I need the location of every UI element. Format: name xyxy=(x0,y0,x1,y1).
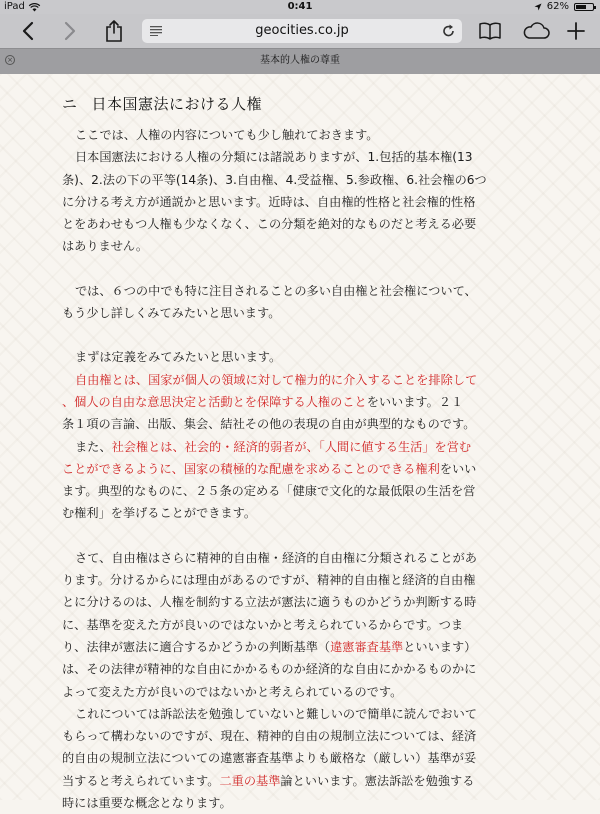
paragraph-line: は、その法律が精神的な自由にかかるものか経済的な自由にかかるものかに xyxy=(62,662,477,677)
article-heading xyxy=(62,93,262,114)
text-span: また、 xyxy=(75,439,112,454)
cloud-icon xyxy=(522,22,550,40)
url-text[interactable]: geocities.co.jp xyxy=(255,23,349,38)
text-span: 論といいます。憲法訴訟を勉強する xyxy=(280,773,475,788)
share-icon xyxy=(105,19,123,43)
browser-toolbar xyxy=(0,14,600,48)
heading-number: ニ xyxy=(62,95,78,113)
paragraph-line xyxy=(62,458,542,480)
paragraph-line xyxy=(62,770,542,792)
tab-bar xyxy=(0,48,600,74)
paragraph-line: ます。典型的なものに、２５条の定める「健康で文化的な最低限の生活を営 xyxy=(62,484,476,499)
text-span: といいます） xyxy=(403,639,477,654)
paragraph-line: に分ける考え方が通説かと思います。近時は、自由権的性格と社会権的性格 xyxy=(62,194,476,209)
paragraph-line: これについては訴訟法を勉強していないと難しいので簡単に読んでおいて xyxy=(75,706,477,721)
paragraph-line: はありません。 xyxy=(62,239,149,254)
paragraph-line: 的自由の規制立法についての違憲審査基準よりも厳格な（厳しい）基準が妥 xyxy=(62,751,477,766)
chevron-left-icon xyxy=(22,21,34,41)
device-label: iPad xyxy=(4,1,25,12)
paragraph-line: では、６つの中でも特に注目されることの多い自由権と社会権について、 xyxy=(75,283,477,298)
book-icon xyxy=(479,22,501,40)
article-body xyxy=(62,124,542,814)
text-span: り、法律が憲法に適合するかどうかの判断基準（ xyxy=(62,639,331,654)
paragraph-line: に、基準を変えた方が良いのではないかと考えられているからです。つま xyxy=(62,617,464,632)
back-button[interactable] xyxy=(8,14,48,48)
tab-title[interactable]: 基本的人権の尊重 xyxy=(260,55,340,66)
heading-text: 日本国憲法における人権 xyxy=(91,95,263,113)
chevron-right-icon xyxy=(64,21,76,41)
paragraph-line: む権利」を挙げることができます。 xyxy=(62,506,257,521)
status-time: 0:41 xyxy=(287,1,313,12)
paragraph-line: 日本国憲法における人権の分類には諸説ありますが、1.包括的基本権(13 xyxy=(75,150,473,165)
definition-social-rights-cont: ことができるように、国家の積極的な配慮を求めることのできる権利 xyxy=(62,461,440,476)
term-double-standard: 二重の基準 xyxy=(219,773,281,788)
paragraph-line: まずは定義をみてみたいと思います。 xyxy=(75,350,282,365)
paragraph-line: さて、自由権はさらに精神的自由権・経済的自由権に分類されることがあ xyxy=(75,550,477,565)
icloud-tabs-button[interactable] xyxy=(516,14,556,48)
status-bar xyxy=(0,0,600,14)
bookmarks-button[interactable] xyxy=(470,14,510,48)
paragraph-line: もらって構わないのですが、現在、精神的自由の規制立法については、経済 xyxy=(62,729,477,744)
definition-liberty: 自由権とは、国家が個人の領域に対して権力的に介入することを排除して xyxy=(75,372,478,387)
text-span: をいいます。２１ xyxy=(366,394,464,409)
paragraph-line: ここでは、人権の内容についても少し触れておきます。 xyxy=(75,128,379,142)
close-tab-icon[interactable]: × xyxy=(5,55,15,65)
paragraph-line xyxy=(62,436,542,458)
page-content xyxy=(0,74,600,811)
battery-percent: 62% xyxy=(546,1,569,12)
paragraph-line: とをあわせもつ人権も少なくなく、この分類を絶対的なものだと考える必要 xyxy=(62,217,477,232)
address-bar[interactable] xyxy=(142,19,462,43)
paragraph-line: もう少し詳しくみてみたいと思います。 xyxy=(62,306,281,321)
paragraph-line: 条１項の言論、出版、集会、結社その他の表現の自由が典型的なものです。 xyxy=(62,417,476,432)
paragraph-line: よって変えた方が良いのではないかと考えられているのです。 xyxy=(62,684,403,699)
paragraph-line: 時には重要な概念となります。 xyxy=(62,796,232,811)
paragraph-line: ります。分けるからには理由があるのですが、精神的自由権と経済的自由権 xyxy=(62,573,476,588)
plus-icon xyxy=(567,22,585,40)
paragraph-line: 条)、2.法の下の平等(14条)、3.自由権、4.受益権、5.参政権、6.社会権の6つ xyxy=(62,172,487,187)
text-span: をいい xyxy=(439,461,477,476)
location-icon xyxy=(534,3,542,11)
term-judicial-review-standard: 違憲審査基準 xyxy=(330,639,404,654)
paragraph-line: とに分けるのは、人権を制約する立法が憲法に適うものかどうか判断する時 xyxy=(62,595,477,610)
definition-social-rights: 社会権とは、社会的・経済的弱者が、「人間に値する生活」を営む xyxy=(111,439,472,454)
reload-icon[interactable] xyxy=(442,24,455,38)
definition-liberty-cont: 、個人の自由な意思決定と活動とを保障する人権のこと xyxy=(62,394,367,409)
share-button[interactable] xyxy=(94,14,134,48)
paragraph-line xyxy=(62,391,542,413)
text-span: 当すると考えられています。 xyxy=(62,773,220,788)
forward-button[interactable] xyxy=(50,14,90,48)
paragraph-line xyxy=(62,636,542,658)
new-tab-button[interactable] xyxy=(556,14,596,48)
battery-icon xyxy=(574,3,594,11)
